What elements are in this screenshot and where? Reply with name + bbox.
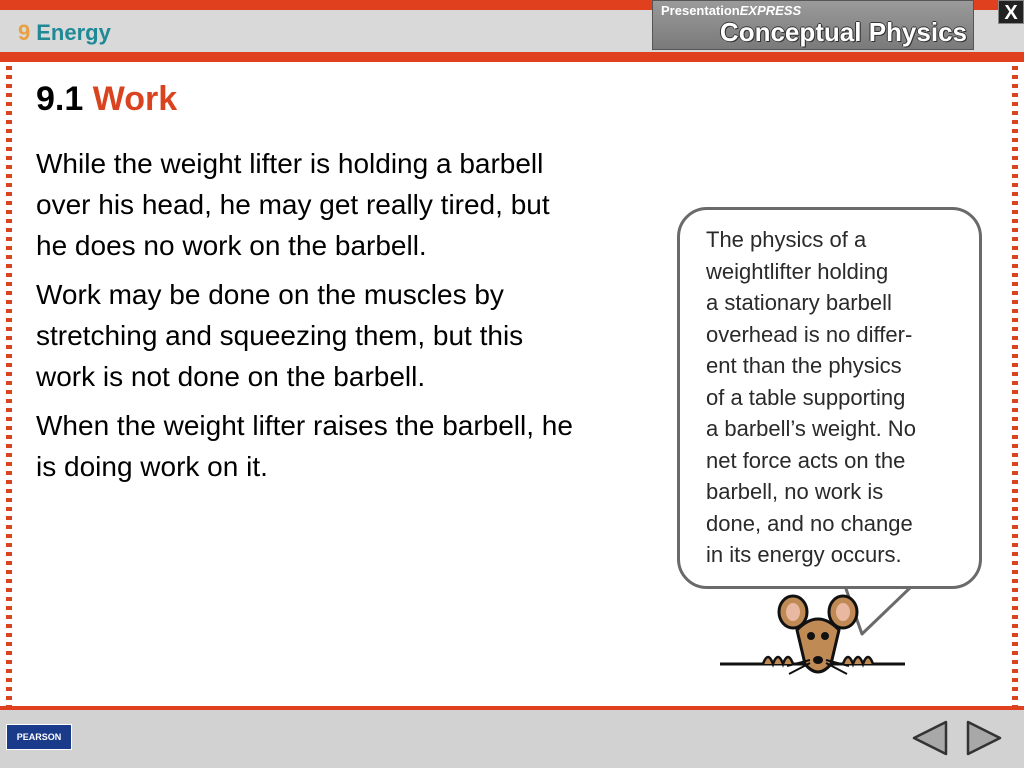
bubble-line: a barbell’s weight. No: [706, 416, 916, 441]
bubble-line: weightlifter holding: [706, 258, 889, 284]
brand-title: Conceptual Physics: [719, 17, 967, 47]
bubble-line: done, and no change: [706, 510, 913, 536]
bubble-line: a stationary barbell: [706, 290, 892, 315]
body-paragraph: When the weight lifter raises the barbell, he is doing work on it.: [36, 410, 573, 482]
slide-title: [36, 80, 177, 119]
brand-express: EXPRESS: [739, 3, 802, 18]
pearson-logo: PEARSON: [6, 724, 72, 750]
prev-arrow-icon[interactable]: [910, 718, 950, 758]
body-paragraph: Work may be done on the muscles by stretching and squeezing them, but this work is not done on the barbell.: [36, 279, 524, 392]
section-number: 9.1: [36, 80, 84, 118]
close-button[interactable]: X: [998, 0, 1024, 24]
bubble-line: barbell, no work is: [706, 479, 884, 504]
section-title: Work: [92, 80, 178, 118]
bubble-line: ent than the physics: [706, 353, 902, 378]
bubble-line: of a table supporting: [706, 384, 906, 410]
chapter-heading: [18, 20, 111, 46]
speech-bubble: [677, 207, 982, 589]
bubble-line: overhead is no differ-: [706, 321, 913, 347]
brand-banner: [652, 0, 974, 50]
chapter-number: 9: [18, 20, 31, 45]
left-dotted-border: [6, 66, 12, 706]
bubble-line: The physics of a: [706, 227, 867, 252]
footer-bar: [0, 710, 1024, 768]
brand-prefix: Presentation: [661, 3, 740, 18]
right-dotted-border: [1012, 66, 1018, 706]
slide-body: [36, 143, 584, 495]
chapter-title: Energy: [36, 20, 111, 45]
mouse-illustration: [715, 590, 915, 690]
bubble-line: in its energy occurs.: [706, 542, 902, 567]
brand-subtitle: [661, 3, 801, 18]
speech-bubble-text: [706, 224, 971, 571]
bubble-line: net force acts on the: [706, 447, 906, 473]
body-paragraph: While the weight lifter is holding a barbell over his head, he may get really tired, but he does no work on the barbell.: [36, 148, 550, 261]
header-divider: [0, 52, 1024, 62]
next-arrow-icon[interactable]: [964, 718, 1004, 758]
